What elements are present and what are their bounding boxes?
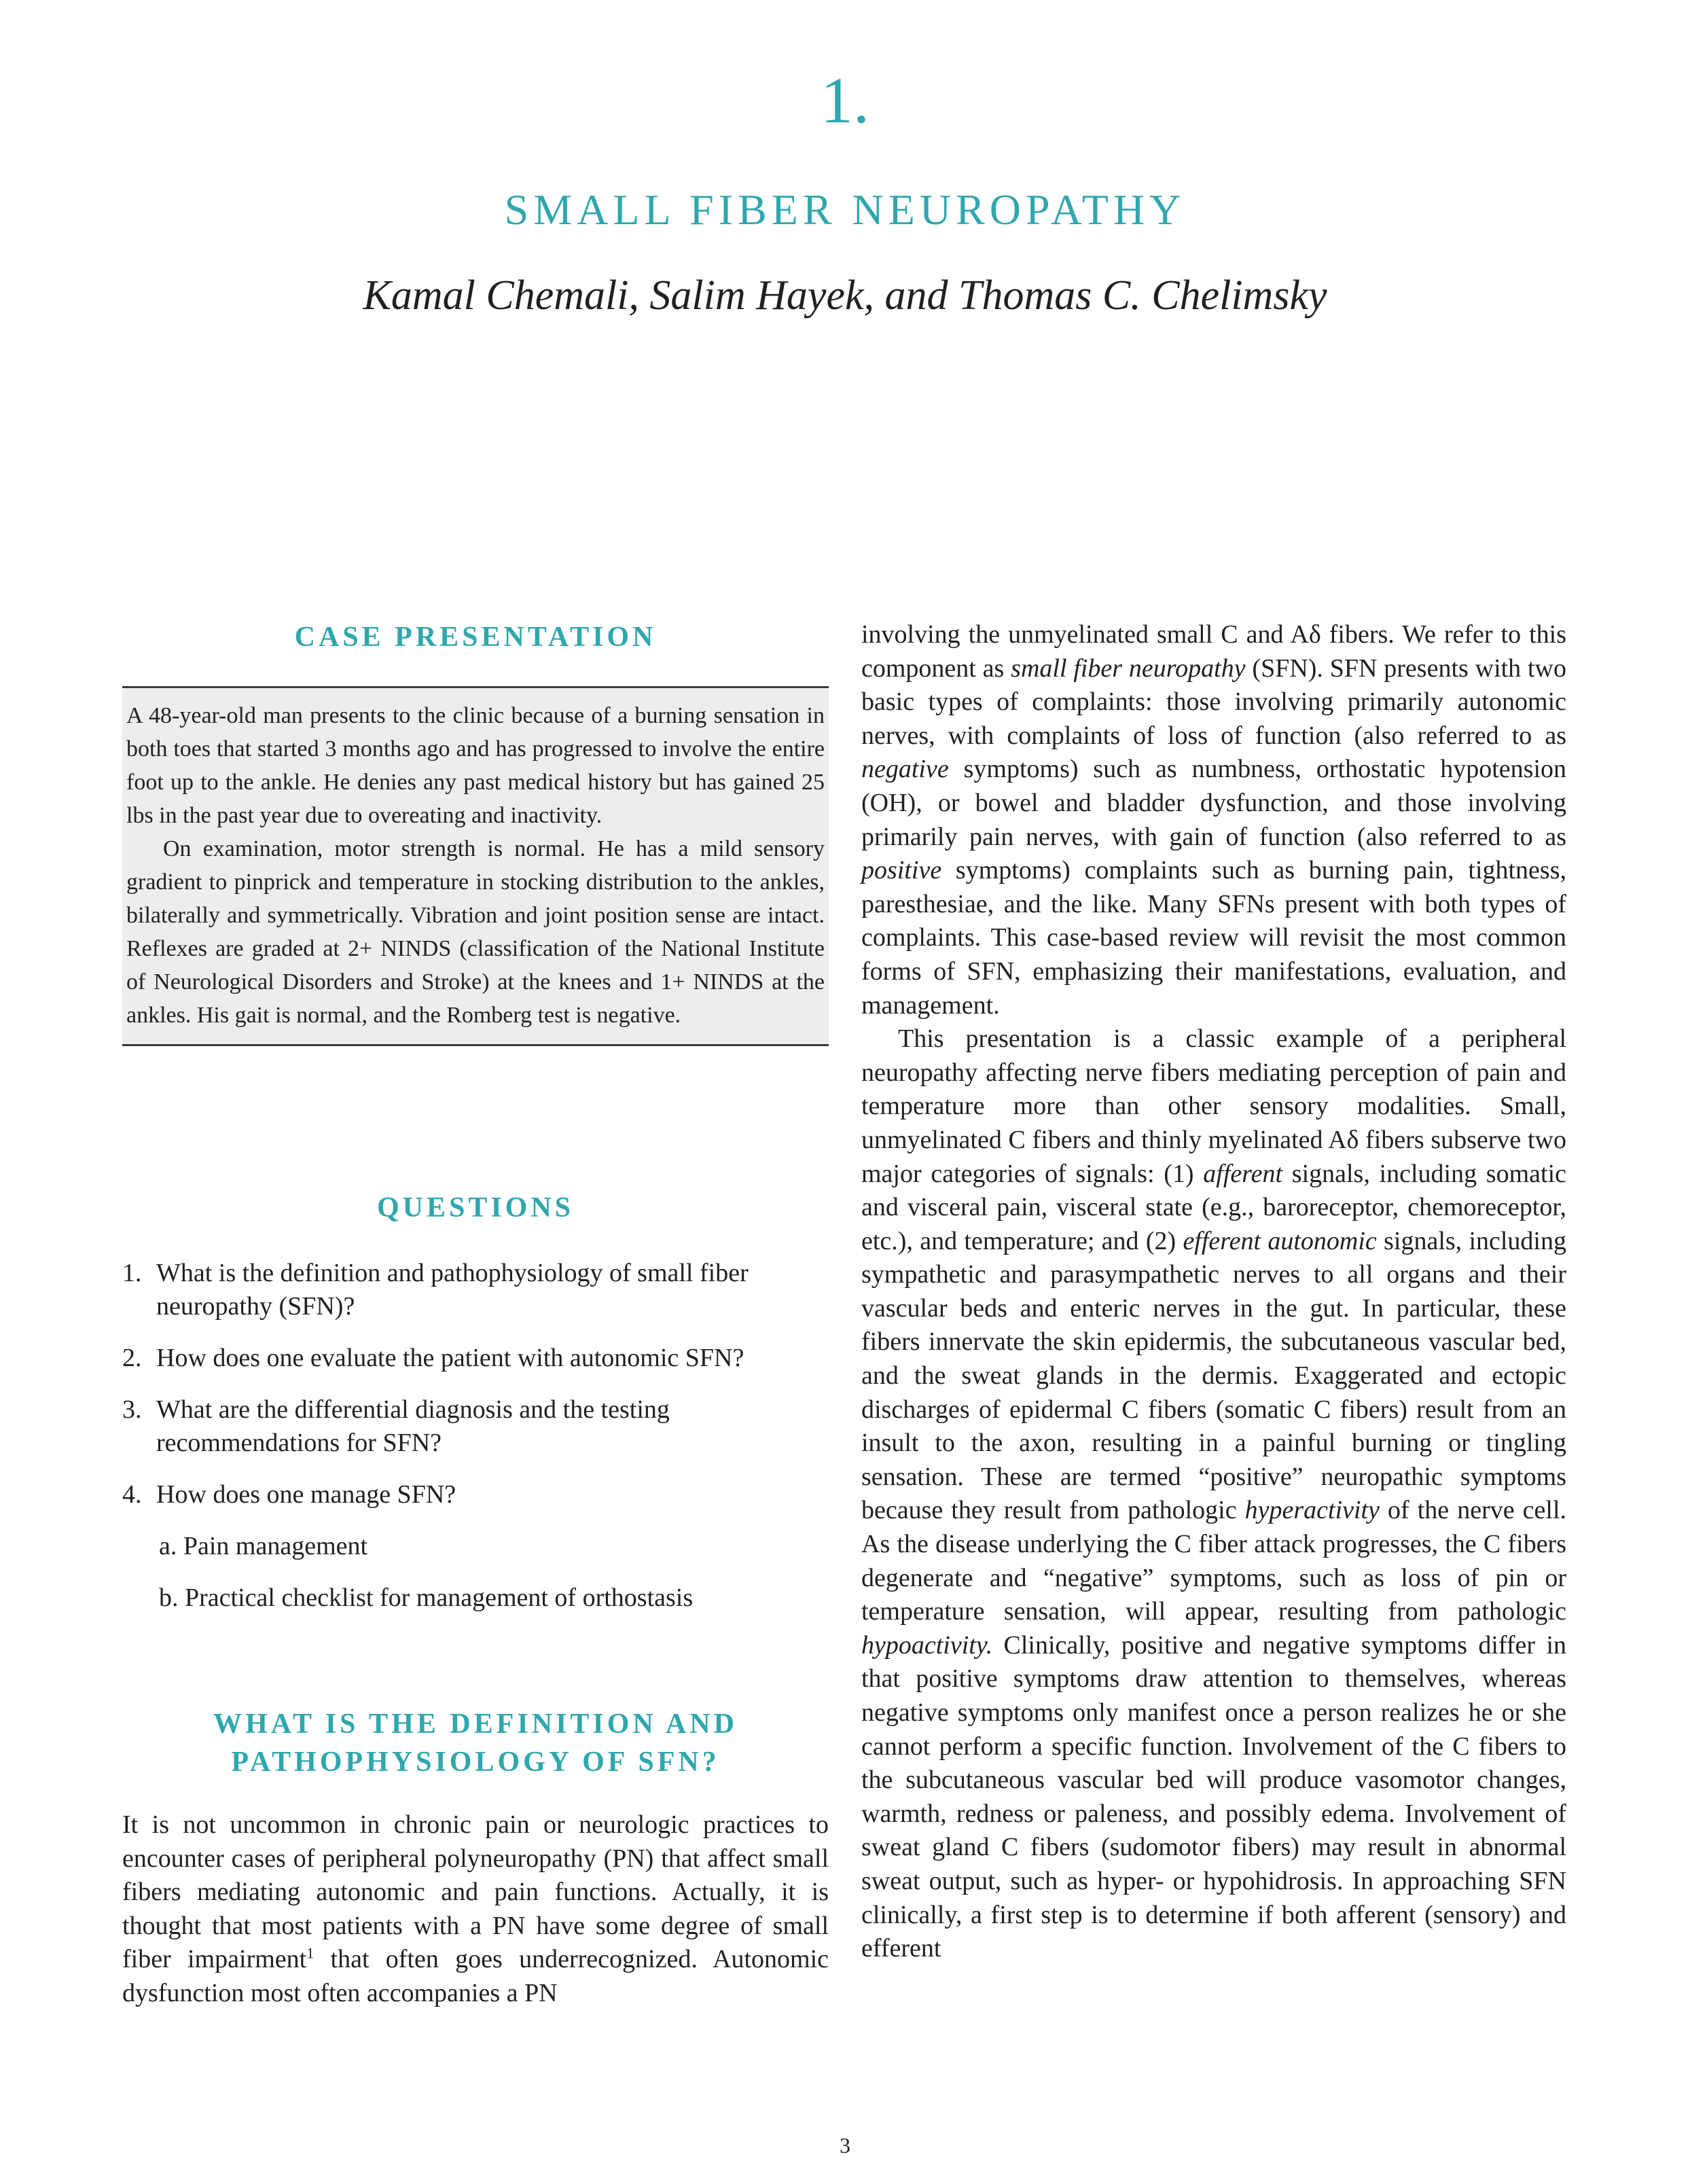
body-text: involving the unmyelinated small C and Aδ fibers. We refer to this component as (861, 620, 1566, 683)
question-item (122, 1342, 829, 1375)
body-text: signals, including sympathetic and parasympathetic nerves to all organs and their vascular beds and enteric nerves in the gut. In particular, these fibers innervate the skin epidermis, the subcutaneous vascular bed, and the sweat glands in the dermis. Exaggerated and ectopic discharges of epidermal C fibers (somatic C fibers) result from an insult to the axon, resulting in a painful burning or tingling sensation. These are termed “positive” neuropathic symptoms because they result from pathologic (861, 1226, 1566, 1525)
italic-term: hypoactivity. (861, 1630, 993, 1660)
body-text: It is not uncommon in chronic pain or neurologic practices to encounter cases of peripheral polyneuropathy (PN) that affect small fibers mediating autonomic and pain functions. Actually, it is thought that most patients with a PN have some degree of small fiber impairment (122, 1810, 829, 1974)
chapter-title: SMALL FIBER NEUROPATHY (504, 185, 1186, 234)
case-paragraph-2: On examination, motor strength is normal. He has a mild sensory gradient to pinprick and temperature in stocking distribution to the ankles, bilaterally and symmetrically. Vibration and joint position sense are intact. Reflexes are graded at 2+ NINDS (classification of the National Institute of Neurological Disorders and Stroke) at the knees and 1+ NINDS at the ankles. His gait is normal, and the Romberg test is negative. (126, 836, 825, 1028)
question-text: What is the definition and pathophysiology of small fiber neuropathy (SFN)? (156, 1259, 749, 1321)
question-item (122, 1478, 829, 1511)
case-paragraph-1: A 48-year-old man presents to the clinic because of a burning sensation in both toes that started 3 months ago and has progressed to involve the entire foot up to the ankle. He denies any past medical history but has gained 25 lbs in the past year due to overeating and inactivity. (126, 703, 825, 828)
chapter-authors: Kamal Chemali, Salim Hayek, and Thomas C. Chelimsky (363, 272, 1327, 319)
question-text: What are the differential diagnosis and the testing recommendations for SFN? (156, 1395, 670, 1457)
question-number: 3. (122, 1395, 142, 1424)
italic-term: small fiber neuropathy (1011, 654, 1246, 683)
body-text: Clinically, positive and negative symptoms differ in that positive symptoms draw attention to themselves, whereas negative symptoms only manifest once a person realizes he or she cannot perform a specific function. Involvement of the C fibers to the subcutaneous vascular bed will produce vasomotor changes, warmth, redness or paleness, and possibly edema. Involvement of sweat gland C fibers (sudomotor fibers) may result in abnormal sweat output, such as hyper- or hypohidrosis. In approaching SFN clinically, a first step is to determine if both afferent (sensory) and efferent (861, 1630, 1566, 1963)
italic-term: positive (861, 856, 942, 885)
question-subitem: a. Pain management (159, 1532, 368, 1560)
question-number: 4. (122, 1480, 142, 1509)
left-column (122, 618, 829, 2007)
definition-body-left (122, 1808, 829, 2011)
definition-heading-line-2: PATHOPHYSIOLOGY OF SFN? (231, 1747, 720, 1778)
question-item (122, 1257, 829, 1323)
body-text: This presentation is a classic example of a peripheral neuropathy affecting nerve fibers mediating perception of pain and temperature more than other sensory modalities. Small, unmyelinated C fibers and thinly myelinated Aδ fibers subserve two major categories of signals: (1) (861, 1024, 1566, 1188)
case-presentation-box (122, 686, 829, 1046)
body-text: signals, including somatic and visceral pain, visceral state (e.g., baroreceptor, chemoreceptor, etc.), and temperature; and (2) (861, 1159, 1566, 1255)
question-number: 2. (122, 1344, 142, 1372)
question-text: How does one evaluate the patient with autonomic SFN? (156, 1344, 744, 1372)
chapter-number: 1. (821, 64, 869, 137)
citation-superscript: 1 (306, 1944, 314, 1962)
questions-list (122, 1257, 829, 1633)
italic-term: hyperactivity (1244, 1496, 1380, 1525)
body-text: that often goes underrecognized. Autonomic dysfunction most often accompanies a PN (122, 1945, 829, 2007)
italic-term: negative (861, 755, 949, 784)
right-column (861, 618, 1566, 1966)
question-subitem: b. Practical checklist for management of orthostasis (159, 1583, 694, 1612)
body-paragraph (861, 1022, 1566, 1966)
definition-body-right (861, 618, 1566, 1966)
case-presentation-heading: CASE PRESENTATION (294, 622, 657, 653)
italic-term: efferent autonomic (1183, 1226, 1377, 1255)
page-number: 3 (840, 2133, 850, 2158)
questions-heading: QUESTIONS (376, 1192, 575, 1223)
body-text: symptoms) complaints such as burning pain, tightness, paresthesiae, and the like. Many SFNs present with both types of complaints. This case-based review will revisit the most common forms of SFN, emphasizing their manifestations, evaluation, and management. (861, 856, 1566, 1020)
body-text: symptoms) such as numbness, orthostatic hypotension (OH), or bowel and bladder dysfunction, and those involving primarily pain nerves, with gain of function (also referred to as (861, 755, 1566, 851)
body-text: (SFN). SFN presents with two basic types of complaints: those involving primarily autonomic nerves, with complaints of loss of function (also referred to as (861, 654, 1566, 750)
question-item (122, 1393, 829, 1460)
definition-heading-line-1: WHAT IS THE DEFINITION AND (213, 1708, 738, 1740)
body-paragraph (861, 618, 1566, 1022)
body-text: of the nerve cell. As the disease underlying the C fiber attack progresses, the C fibers degenerate and “negative” symptoms, such as loss of pin or temperature sensation, will appear, resulting from pathologic (861, 1496, 1566, 1626)
definition-heading (122, 1705, 829, 1781)
italic-term: afferent (1203, 1159, 1283, 1188)
question-text: How does one manage SFN? (156, 1480, 456, 1509)
question-number: 1. (122, 1259, 142, 1287)
